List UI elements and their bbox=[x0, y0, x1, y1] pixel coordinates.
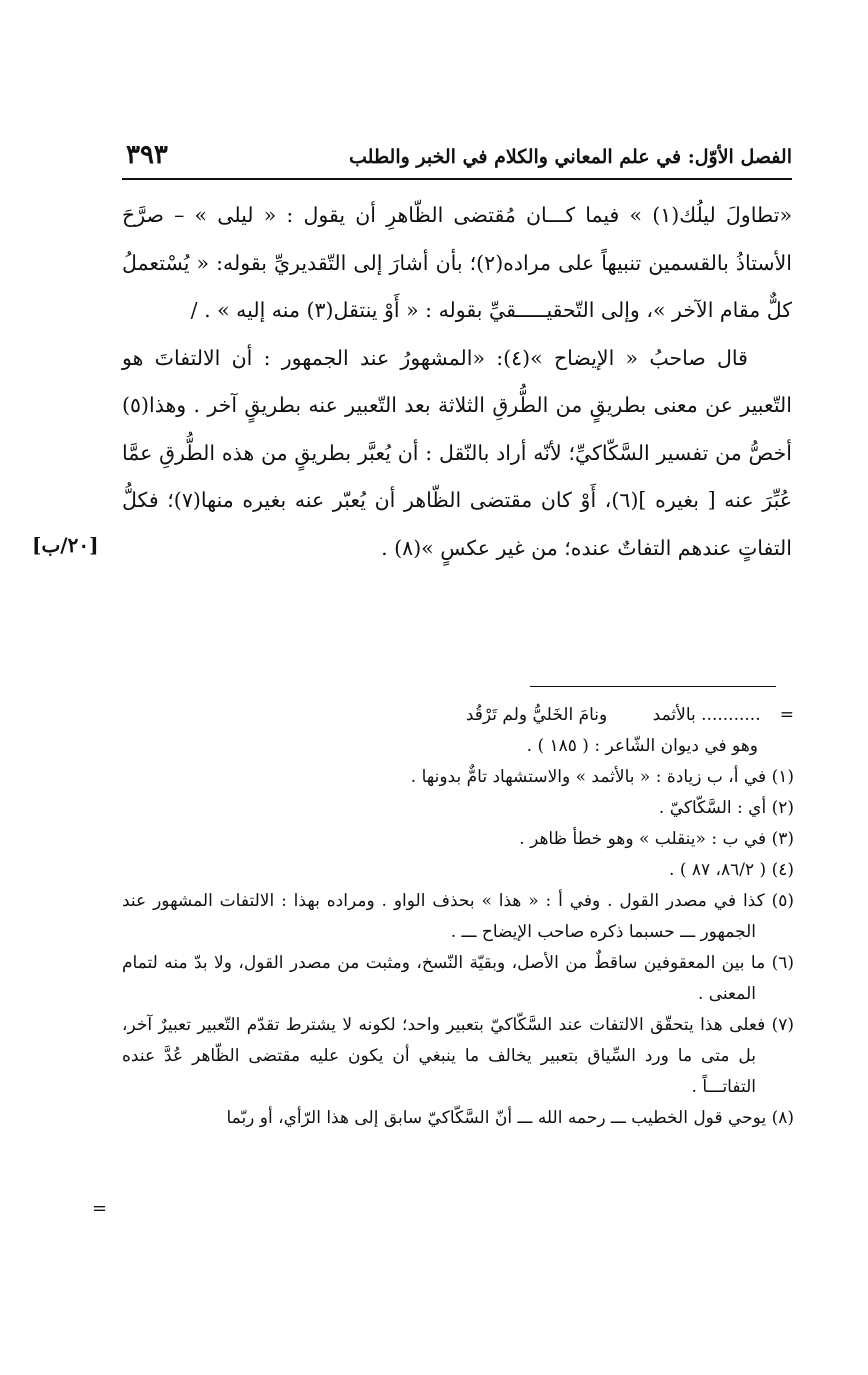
verse-continuation-mark: = bbox=[779, 705, 794, 725]
footnote-1: (١) في أ، ب زيادة : « بالأثمد » والاستشهاد تامٌّ بدونها . bbox=[410, 767, 794, 787]
running-header bbox=[122, 140, 792, 180]
footnote-2: (٢) أي : السَّكّاكيّ . bbox=[658, 798, 794, 818]
footnote-4: (٤) ( ٨٦/٢، ٨٧ ) . bbox=[669, 860, 794, 880]
verse-first-hemistich: ........... بالأثمد bbox=[652, 705, 761, 725]
verse-second-hemistich: ونامَ الخَليُّ ولم تَرْقُد bbox=[465, 705, 608, 725]
footnotes bbox=[122, 700, 794, 1134]
verse-source: وهو في ديوان الشّاعر : ( ١٨٥ ) . bbox=[526, 736, 758, 756]
chapter-title: الفصل الأوّل: في علم المعاني والكلام في الخبر والطلب bbox=[349, 146, 792, 168]
page-number: ٣٩٣ bbox=[126, 140, 168, 170]
footnote-8: (٨) يوحي قول الخطيب ـــ رحمه الله ـــ أنّ السَّكّاكيّ سابق إلى هذا الرّأي، أو ربّما bbox=[226, 1108, 794, 1128]
continuation-mark: = bbox=[92, 1198, 108, 1219]
paragraph-2: قال صاحبُ « الإيضاح »(٤): «المشهورُ عند الجمهور : أن الالتفاتَ هو التّعبير عن معنى بطريقٍ من الطُّرقِ الثلاثة بعد التّعبير عنه بطريقٍ آخر . وهذا(٥) أخصُّ من تفسير السَّكّاكيِّ؛ لأنّه أراد بالنّقل : أن يُعبَّر بطريقٍ من هذه الطُّرقِ عمَّا عُبِّرَ عنه [ بغيره ](٦)، أَوْ كان مقتضى الظّاهر أن يُعبّر عنه بغيره منها(٧)؛ فكلُّ التفاتٍ عندهم التفاتٌ عنده؛ من غير عكسٍ »(٨) . bbox=[122, 345, 792, 560]
verse-line bbox=[122, 700, 794, 731]
paragraph-1: «تطاولَ ليلُك(١) » فيما كـــان مُقتضى الظّاهرِ أن يقول : « ليلى » – صرَّحَ الأستاذُ بالقسمين تنبيهاً على مراده(٢)؛ بأن أشارَ إلى التّقديريِّ بقوله: « يُسْتعملُ كلٌّ مقام الآخر »، وإلى التّحقيـــــقيِّ بقوله : « أَوْ ينتقل(٣) منه إليه » . / bbox=[122, 203, 792, 322]
footnote-5: (٥) كذا في مصدر القول . وفي أ : « هذا » بحذف الواو . ومراده بهذا : الالتفات المشهور عند الجمهور ـــ حسبما ذكره صاحب الإيضاح ـــ . bbox=[122, 891, 794, 942]
margin-folio-reference: [٢٠/ب] bbox=[32, 533, 99, 557]
main-text bbox=[122, 192, 792, 572]
footnote-6: (٦) ما بين المعقوفين ساقطٌ من الأصل، وبقيّة النّسخ، ومثبت من مصدر القول، ولا بدّ منه لتمام المعنى . bbox=[122, 953, 794, 1004]
footnote-separator bbox=[530, 686, 776, 687]
footnote-7: (٧) فعلى هذا يتحقّق الالتفات عند السَّكّاكيّ بتعبير واحد؛ لكونه لا يشترط تقدّم التّعبير تعبيرٌ آخر، بل متى ما ورد السِّياق بتعبير يخالف ما ينبغي أن يكون عليه مقتضى الظّاهر عُدَّ عنده التفاتـــاً . bbox=[122, 1015, 794, 1097]
footnote-3: (٣) في ب : «ينقلب » وهو خطأ ظاهر . bbox=[519, 829, 794, 849]
